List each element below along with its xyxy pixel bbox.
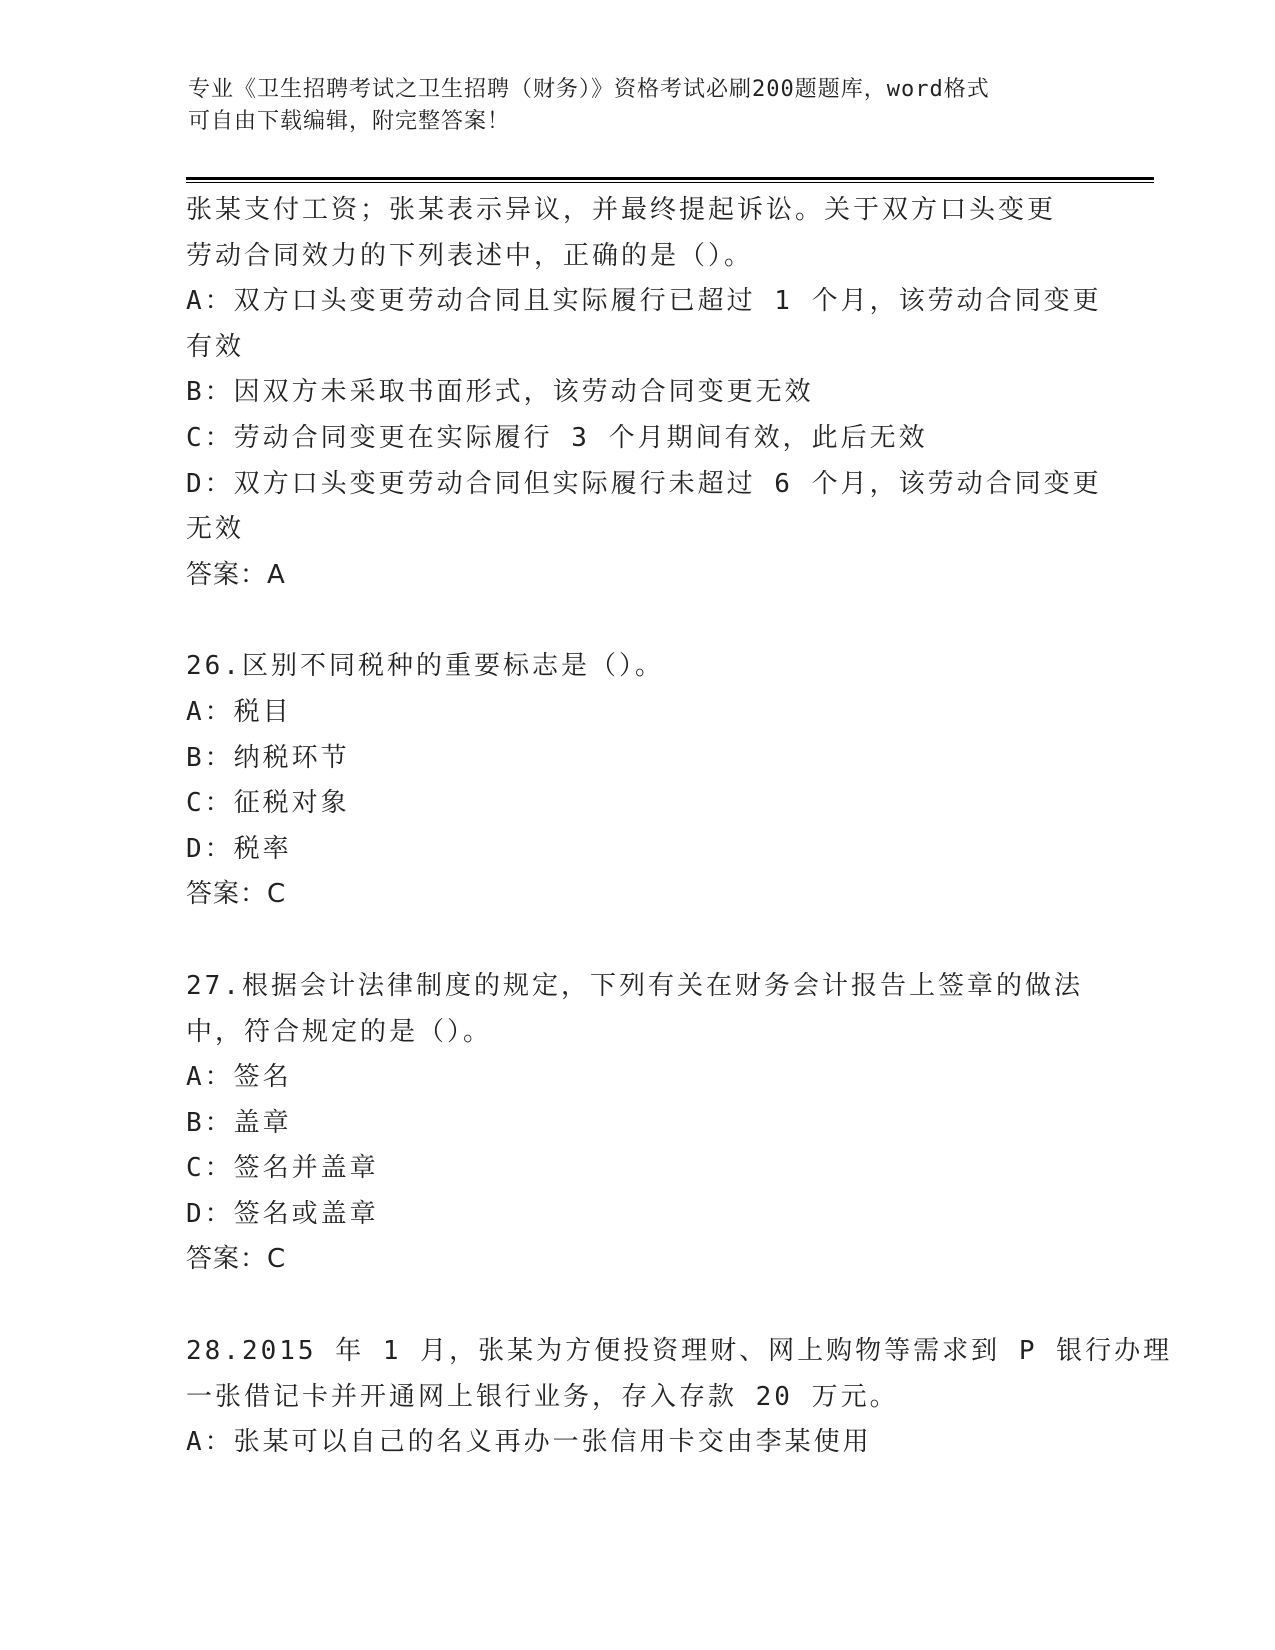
option-c: C：签名并盖章 — [186, 1153, 379, 1184]
question-stem-line: 28.2015 年 1 月，张某为方便投资理财、网上购物等需求到 P 银行办理 — [186, 1336, 1173, 1367]
option-a: A：税目 — [186, 696, 292, 727]
option-a: A：签名 — [186, 1062, 292, 1093]
question-content — [186, 188, 1173, 1466]
answer-line: 答案：A — [186, 559, 286, 590]
question-26 — [186, 644, 1086, 918]
option-d: D：签名或盖章 — [186, 1198, 379, 1229]
header-rule-thick — [186, 177, 1154, 180]
question-27 — [186, 964, 1086, 1283]
option-d: D：双方口头变更劳动合同但实际履行未超过 6 个月，该劳动合同变更 — [186, 468, 1102, 499]
option-b: B：纳税环节 — [186, 742, 350, 773]
option-d: D：税率 — [186, 833, 292, 864]
option-c: C：征税对象 — [186, 788, 350, 819]
option-b: B：盖章 — [186, 1107, 292, 1138]
document-header — [188, 74, 1088, 138]
question-stem-line: 张某支付工资；张某表示异议，并最终提起诉讼。关于双方口头变更 — [186, 195, 1057, 225]
option-a: A：双方口头变更劳动合同且实际履行已超过 1 个月，该劳动合同变更 — [186, 286, 1102, 317]
question-stem-line: 一张借记卡并开通网上银行业务，存入存款 20 万元。 — [186, 1381, 899, 1412]
question-stem-line: 26.区别不同税种的重要标志是（）。 — [186, 651, 664, 682]
header-rule-thin — [186, 182, 1154, 183]
question-stem-line: 27.根据会计法律制度的规定，下列有关在财务会计报告上签章的做法 — [186, 970, 1083, 1001]
answer-line: 答案：C — [186, 879, 287, 910]
option-d-continued: 无效 — [186, 514, 245, 545]
question-25-continued — [186, 188, 1102, 598]
option-a: A：张某可以自己的名义再办一张信用卡交由李某使用 — [186, 1427, 872, 1458]
question-28 — [186, 1329, 1173, 1466]
header-line-2: 可自由下载编辑，附完整答案！ — [188, 109, 511, 134]
question-stem-line: 中，符合规定的是（）。 — [186, 1016, 493, 1047]
option-c: C：劳动合同变更在实际履行 3 个月期间有效，此后无效 — [186, 422, 928, 453]
answer-line: 答案：C — [186, 1244, 287, 1275]
header-line-1: 专业《卫生招聘考试之卫生招聘（财务）》资格考试必刷200题题库，word格式 — [188, 77, 990, 102]
option-b: B：因双方未采取书面形式，该劳动合同变更无效 — [186, 377, 814, 408]
question-stem-line: 劳动合同效力的下列表述中，正确的是（）。 — [186, 240, 754, 271]
option-a-continued: 有效 — [186, 331, 245, 362]
